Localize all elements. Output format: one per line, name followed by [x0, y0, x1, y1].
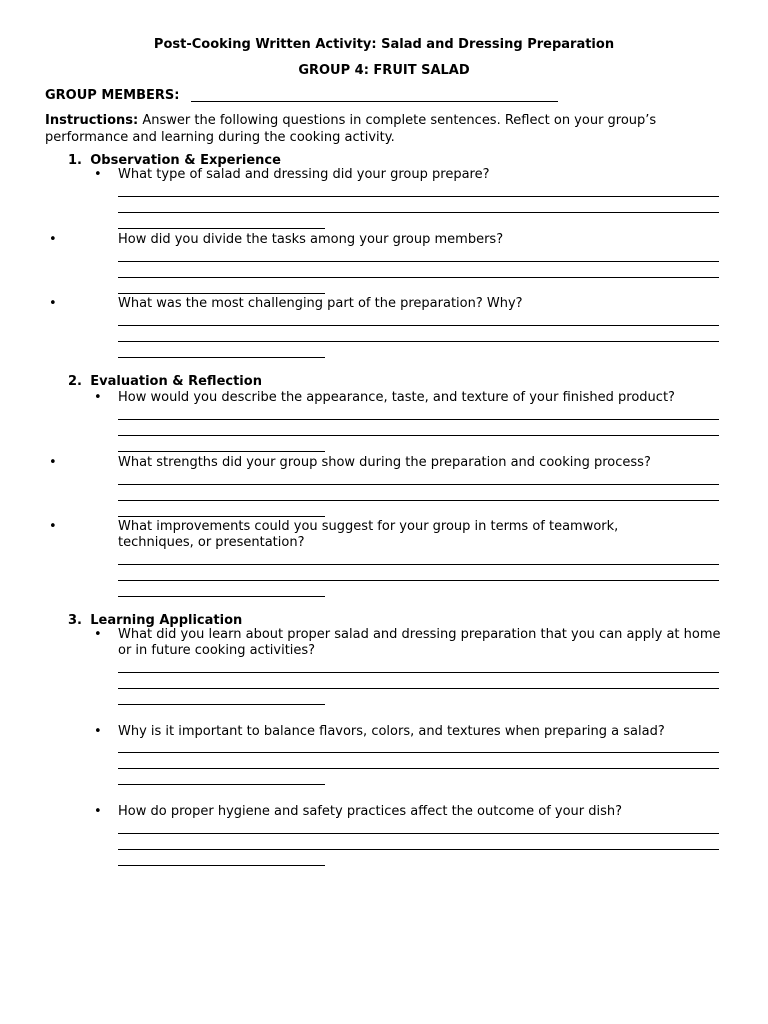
answer-line[interactable] [118, 261, 719, 262]
question-2-3: What improvements could you suggest for your group in terms of teamwork, techniques, or presentation? [118, 519, 619, 550]
section-title: Learning Application [90, 613, 243, 628]
bullet-icon: • [49, 455, 57, 470]
answer-line[interactable] [118, 451, 325, 452]
answer-line[interactable] [118, 849, 719, 850]
group-title: GROUP 4: FRUIT SALAD [298, 63, 470, 78]
answer-line[interactable] [118, 435, 719, 436]
bullet-icon: • [94, 390, 102, 405]
bullet-icon: • [49, 519, 57, 534]
answer-line[interactable] [118, 419, 719, 420]
bullet-icon: • [49, 232, 57, 247]
group-members-label: GROUP MEMBERS: [45, 88, 180, 103]
answer-line[interactable] [118, 196, 719, 197]
answer-line[interactable] [118, 516, 325, 517]
answer-line[interactable] [118, 500, 719, 501]
question-3-2: Why is it important to balance flavors, colors, and textures when preparing a salad? [118, 724, 665, 739]
section-number: 1. [68, 153, 82, 168]
bullet-icon: • [49, 296, 57, 311]
answer-line[interactable] [118, 484, 719, 485]
instructions [45, 112, 735, 146]
section-title: Observation & Experience [90, 153, 281, 168]
bullet-icon: • [94, 804, 102, 819]
bullet-icon: • [94, 724, 102, 739]
bullet-icon: • [94, 627, 102, 642]
answer-line[interactable] [118, 704, 325, 705]
answer-line[interactable] [118, 228, 325, 229]
question-1-3: What was the most challenging part of the preparation? Why? [118, 296, 523, 311]
answer-line[interactable] [118, 341, 719, 342]
answer-line[interactable] [118, 768, 719, 769]
answer-line[interactable] [118, 357, 325, 358]
answer-line[interactable] [118, 688, 719, 689]
instructions-text: Answer the following questions in complete sentences. Reflect on your group’s performance and learning during the cooking activity. [45, 113, 657, 145]
answer-line[interactable] [118, 212, 719, 213]
answer-line[interactable] [118, 672, 719, 673]
answer-line[interactable] [118, 784, 325, 785]
answer-line[interactable] [118, 580, 719, 581]
answer-line[interactable] [118, 293, 325, 294]
question-1-2: How did you divide the tasks among your group members? [118, 232, 504, 247]
bullet-icon: • [94, 167, 102, 182]
instructions-label: Instructions: [45, 113, 139, 128]
question-1-1: What type of salad and dressing did your group prepare? [118, 167, 490, 182]
answer-line[interactable] [118, 752, 719, 753]
page-title: Post-Cooking Written Activity: Salad and Dressing Preparation [153, 37, 615, 52]
question-3-3: How do proper hygiene and safety practices affect the outcome of your dish? [118, 804, 623, 819]
section-number: 3. [68, 613, 82, 628]
section-2-heading [68, 374, 262, 390]
answer-line[interactable] [118, 564, 719, 565]
group-members-field[interactable] [191, 101, 558, 102]
answer-line[interactable] [118, 325, 719, 326]
question-2-2: What strengths did your group show during the preparation and cooking process? [118, 455, 651, 470]
question-2-1: How would you describe the appearance, taste, and texture of your finished product? [118, 390, 675, 405]
section-title: Evaluation & Reflection [90, 374, 262, 389]
answer-line[interactable] [118, 865, 325, 866]
question-3-1: What did you learn about proper salad and dressing preparation that you can apply at home or in future cooking activities? [118, 627, 721, 658]
section-number: 2. [68, 374, 82, 389]
answer-line[interactable] [118, 596, 325, 597]
answer-line[interactable] [118, 277, 719, 278]
answer-line[interactable] [118, 833, 719, 834]
